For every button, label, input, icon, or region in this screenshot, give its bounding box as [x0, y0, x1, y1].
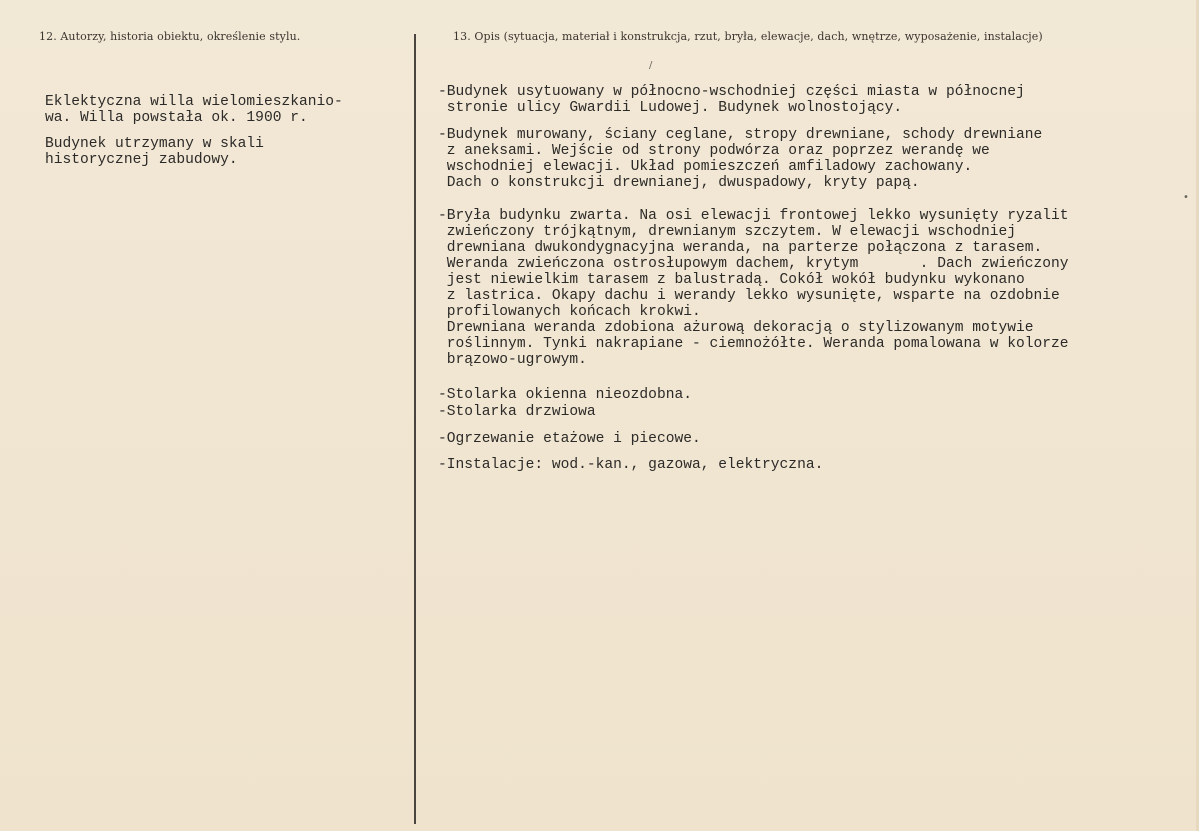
description-item-location: -Budynek usytuowany w północno-wschodniej części miasta w północnej stronie ulicy Gwardii Ludowej. Budynek wolnostojący.	[438, 84, 1025, 116]
description-item-heating: -Ogrzewanie etażowe i piecowe.	[438, 431, 701, 447]
description-item-massing: -Bryła budynku zwarta. Na osi elewacji frontowej lekko wysunięty ryzalit zwieńczony trójkątnym, drewnianym szczytem. W elewacji wschodniej drewniana dwukondygnacyjna weranda, na parterze połączona z tarasem. Weranda zwieńczona ostrosłupowym dachem, krytym . Dach zwieńczony jest niewielkim tarasem z balustradą. Cokół wokół budynku wykonano z lastrica. Okapy dachu i werandy lekko wysunięte, wsparte na ozdobnie profilowanych końcach krokwi. Drewniana weranda zdobiona ażurową dekoracją o stylizowanym motywie roślinnym. Tynki nakrapiane - ciemnożółte. Weranda pomalowana w kolorze brązowo-ugrowym.	[438, 208, 1069, 368]
ink-dot-mark: •	[1183, 192, 1189, 203]
description-item-installations: -Instalacje: wod.-kan., gazowa, elektryczna.	[438, 457, 824, 473]
section-12-header: 12. Autorzy, historia obiektu, określenie stylu.	[39, 30, 301, 43]
style-description: Eklektyczna willa wielomieszkanio- wa. Willa powstała ok. 1900 r.	[45, 94, 343, 126]
section-13-header: 13. Opis (sytuacja, materiał i konstrukcja, rzut, bryła, elewacje, dach, wnętrze, wyposażenie, instalacje)	[453, 30, 1043, 43]
scale-description: Budynek utrzymany w skali historycznej zabudowy.	[45, 136, 264, 168]
pencil-tick-mark: /	[649, 60, 653, 71]
description-item-doors: -Stolarka drzwiowa	[438, 404, 596, 420]
description-item-windows: -Stolarka okienna nieozdobna.	[438, 387, 692, 403]
description-item-construction: -Budynek murowany, ściany ceglane, stropy drewniane, schody drewniane z aneksami. Wejście od strony podwórza oraz poprzez werandę we wschodniej elewacji. Układ pomieszczeń amfiladowy zachowany. Dach o konstrukcji drewnianej, dwuspadowy, kryty papą.	[438, 127, 1043, 191]
column-divider	[414, 34, 416, 824]
